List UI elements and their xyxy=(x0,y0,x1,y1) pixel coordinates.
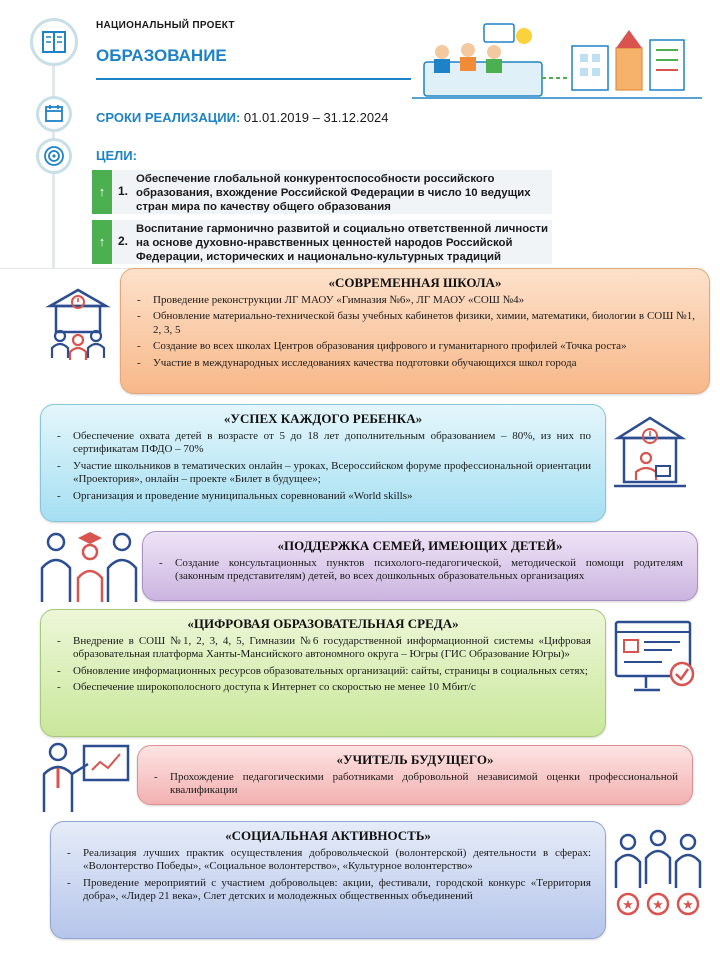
volunteers-icon xyxy=(610,828,706,918)
arrow-up-icon: ↑ xyxy=(92,220,112,264)
goal-number: 2. xyxy=(118,234,129,248)
card-title: «СОВРЕМЕННАЯ ШКОЛА» xyxy=(328,275,502,290)
card-list xyxy=(152,771,678,798)
card-future-teacher xyxy=(137,745,693,805)
card-list xyxy=(55,635,591,695)
goal-item xyxy=(92,220,552,264)
teacher-board-icon xyxy=(38,740,134,816)
goal-text: Обеспечение глобальной конкурентоспособности российского образования, вхождение Российской Федерации в число 10 ведущих стран мира по качеству общего образования xyxy=(136,173,531,213)
card-list xyxy=(157,557,683,584)
list-item: - Обеспечение широкополосного доступа к Интернет со скоростью не менее 10 Мбит/с xyxy=(55,681,591,694)
list-item: - Обновление информационных ресурсов образовательных организаций: сайты, страницы в социальных сетях; xyxy=(55,665,591,678)
list-item: - Реализация лучших практик осуществления добровольческой (волонтерской) деятельности в сферах: «Волонтерство Победы», «Социальное волонтерство», «Культурное волонтерство» xyxy=(65,847,591,874)
terms-value: 01.01.2019 – 31.12.2024 xyxy=(243,110,389,125)
svg-text:★: ★ xyxy=(622,898,634,913)
title-underline xyxy=(96,78,411,80)
school-children-icon xyxy=(38,282,118,362)
terms-line xyxy=(96,110,389,125)
goal-number: 1. xyxy=(118,184,129,198)
school-student-icon xyxy=(608,410,692,500)
family-icon xyxy=(38,522,138,608)
project-header xyxy=(0,0,622,269)
card-list xyxy=(55,430,591,503)
list-item: - Создание во всех школах Центров образования цифрового и гуманитарного профилей «Точка роста» xyxy=(135,340,695,353)
card-title: «УСПЕХ КАЖДОГО РЕБЕНКА» xyxy=(223,411,423,426)
list-item: - Прохождение педагогическими работниками добровольной независимой оценки профессиональной квалификации xyxy=(152,771,678,798)
project-kicker: НАЦИОНАЛЬНЫЙ ПРОЕКТ xyxy=(96,20,235,31)
card-title: «ПОДДЕРЖКА СЕМЕЙ, ИМЕЮЩИХ ДЕТЕЙ» xyxy=(277,538,563,553)
list-item: - Участие школьников в тематических онлайн – уроках, Всероссийском форуме профессиональной ориентации «Проектория», онлайн – проекте «Билет в будущее»; xyxy=(55,460,591,487)
classroom-illustration xyxy=(412,18,702,108)
card-child-success xyxy=(40,404,606,522)
list-item: - Проведение реконструкции ЛГ МАОУ «Гимназия №6», ЛГ МАОУ «СОШ №4» xyxy=(135,294,695,307)
list-item: - Участие в международных исследованиях качества подготовки обучающихся школ города xyxy=(135,357,695,370)
card-modern-school xyxy=(120,268,710,394)
list-item: - Обновление материально-технической базы учебных кабинетов физики, химии, математики, биологии в СОШ №1, 2, 3, 5 xyxy=(135,310,695,337)
svg-text:★: ★ xyxy=(682,898,694,913)
card-social-activity xyxy=(50,821,606,939)
card-list xyxy=(135,294,695,370)
target-icon xyxy=(36,138,72,174)
digital-screen-icon xyxy=(610,614,700,698)
goals-label: ЦЕЛИ: xyxy=(96,148,137,163)
card-title: «УЧИТЕЛЬ БУДУЩЕГО» xyxy=(336,752,494,767)
list-item: - Внедрение в СОШ №1, 2, 3, 4, 5, Гимназии №6 государственной информационной системы «Цифровая образовательная платформа Ханты-Мансийского автономного округа – Югры (ГИС Образование Югры)» xyxy=(55,635,591,662)
arrow-up-icon: ↑ xyxy=(92,170,112,214)
calendar-icon xyxy=(36,96,72,132)
card-list xyxy=(65,847,591,904)
svg-text:★: ★ xyxy=(652,898,664,913)
project-title: ОБРАЗОВАНИЕ xyxy=(96,46,227,65)
goal-item xyxy=(92,170,552,214)
terms-label: СРОКИ РЕАЛИЗАЦИИ: xyxy=(96,110,241,125)
card-title: «СОЦИАЛЬНАЯ АКТИВНОСТЬ» xyxy=(225,828,431,843)
list-item: - Обеспечение охвата детей в возрасте от 5 до 18 лет дополнительным образованием – 80%, из них по сертификатам ПФДО – 70% xyxy=(55,430,591,457)
list-item: - Организация и проведение муниципальных соревнований «World skills» xyxy=(55,490,591,503)
card-digital-environment xyxy=(40,609,606,737)
list-item: - Проведение мероприятий с участием добровольцев: акции, фестивали, городской конкурс «Территория добра», «Лидер 21 века», Слет детских и молодежных общественных объединений xyxy=(65,877,591,904)
goal-text: Воспитание гармонично развитой и социально ответственной личности на основе духовно-нравственных ценностей народов Российской Федерации, исторических и национально-культурных традиций xyxy=(136,223,549,263)
card-family-support xyxy=(142,531,698,601)
book-icon xyxy=(30,18,78,66)
list-item: - Создание консультационных пунктов психолого-педагогической, методической помощи родителям (законным представителям) детей, во всех дошкольных образовательных организациях xyxy=(157,557,683,584)
card-title: «ЦИФРОВАЯ ОБРАЗОВАТЕЛЬНАЯ СРЕДА» xyxy=(187,616,459,631)
